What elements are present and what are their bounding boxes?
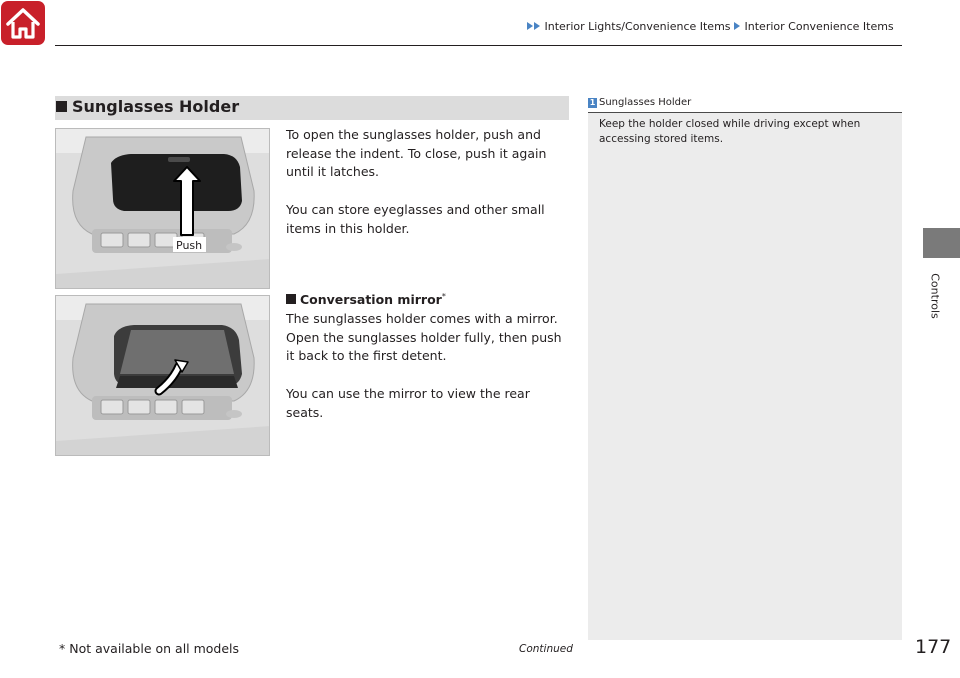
body-paragraph: You can use the mirror to view the rear seats. [286, 386, 530, 420]
breadcrumb-item[interactable]: Interior Convenience Items [744, 20, 894, 33]
home-button[interactable] [1, 1, 45, 45]
page-number: 177 [915, 636, 952, 658]
body-paragraph: To open the sunglasses holder, push and release the indent. To close, push it again until it latches. [286, 127, 547, 179]
chapter-tab[interactable] [923, 228, 960, 258]
body-paragraph: You can store eyeglasses and other small items in this holder. [286, 202, 545, 236]
body-paragraph: The sunglasses holder comes with a mirror. Open the sunglasses holder fully, then push it back to the first detent. [286, 311, 562, 363]
continued-label: Continued [519, 643, 573, 655]
breadcrumb-item[interactable]: Interior Lights/Convenience Items [544, 20, 731, 33]
sidenote-panel [588, 96, 902, 640]
sunglasses-holder-mirror-image [55, 295, 270, 456]
square-icon [286, 294, 296, 304]
footnote: * Not available on all models [59, 641, 240, 656]
sidenote-title[interactable]: Sunglasses Holder [599, 97, 692, 108]
push-callout: Push [176, 239, 203, 252]
breadcrumb [527, 20, 894, 33]
sunglasses-holder-closed-image [55, 128, 270, 289]
sidenote-text: Keep the holder closed while driving except when accessing stored items. [599, 118, 861, 145]
subsection-heading: Conversation mirror* [286, 292, 446, 307]
reference-icon: 1 [589, 98, 596, 107]
section-title: Sunglasses Holder [56, 97, 239, 116]
header-divider [55, 45, 902, 46]
triangle-right-icon [734, 22, 740, 30]
triangle-right-icon [534, 22, 540, 30]
triangle-right-icon [527, 22, 533, 30]
footnote-marker: * [441, 292, 446, 301]
section-header [55, 96, 569, 120]
sidenote-header [588, 96, 902, 113]
chapter-tab-label[interactable]: Controls [928, 273, 942, 319]
square-icon [56, 101, 67, 112]
home-icon [1, 1, 45, 45]
